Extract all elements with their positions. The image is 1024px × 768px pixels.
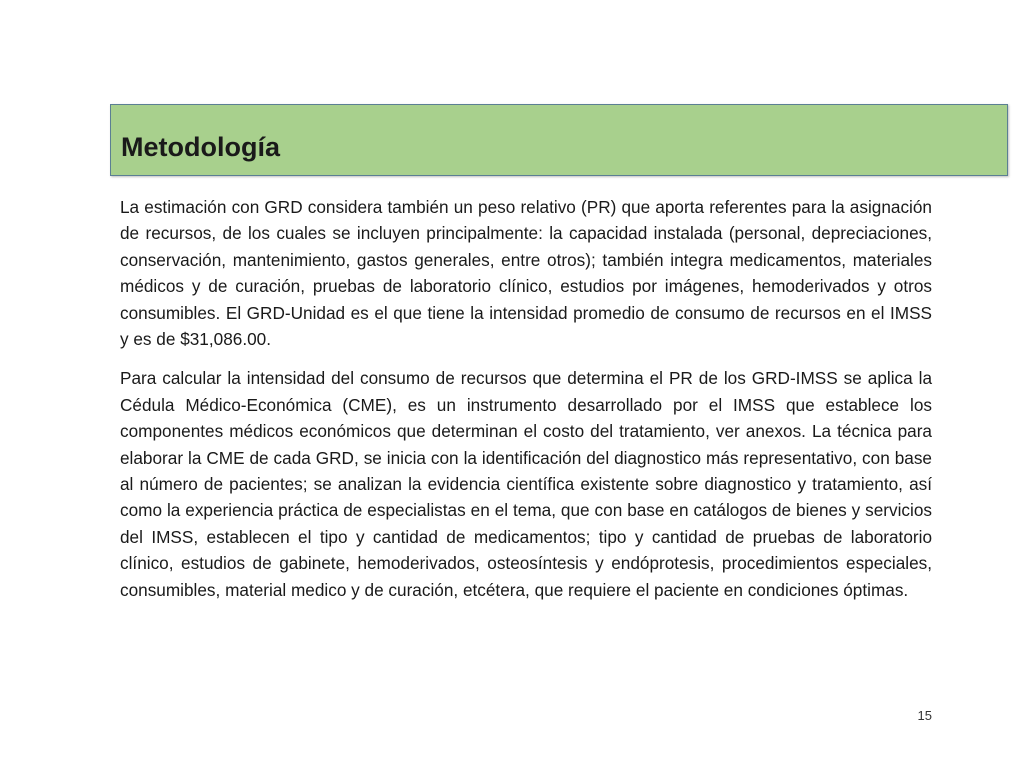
title-banner bbox=[110, 104, 1008, 176]
paragraph-cedula-medico-economica: Para calcular la intensidad del consumo de recursos que determina el PR de los GRD-IMSS se aplica la Cédula Médico-Económica (CME), es un instrumento desarrollado por el IMSS que establece los componentes médicos económicos que determinan el costo del tratamiento, ver anexos. La técnica para elaborar la CME de cada GRD, se inicia con la identificación del diagnostico más representativo, con base al número de pacientes; se analizan la evidencia científica existente sobre diagnostico y tratamiento, así como la experiencia práctica de especialistas en el tema, que con base en catálogos de bienes y servicios del IMSS, establecen el tipo y cantidad de medicamentos; tipo y cantidad de pruebas de laboratorio clínico, estudios de gabinete, hemoderivados, osteosíntesis y endóprotesis, procedimientos especiales, consumibles, material medico y de curación, etcétera, que requiere el paciente en condiciones óptimas. bbox=[120, 368, 932, 600]
slide-body bbox=[120, 194, 932, 603]
slide-title: Metodología bbox=[121, 132, 280, 162]
paragraph-peso-relativo: La estimación con GRD considera también un peso relativo (PR) que aporta referentes para la asignación de recursos, de los cuales se incluyen principalmente: la capacidad instalada (personal, depreciaciones, conservación, mantenimiento, gastos generales, entre otros); también integra medicamentos, materiales médicos y de curación, pruebas de laboratorio clínico, estudios por imágenes, hemoderivados y otros consumibles. El GRD-Unidad es el que tiene la intensidad promedio de consumo de recursos en el IMSS y es de $31,086.00. bbox=[120, 197, 932, 350]
page-number: 15 bbox=[917, 708, 932, 723]
